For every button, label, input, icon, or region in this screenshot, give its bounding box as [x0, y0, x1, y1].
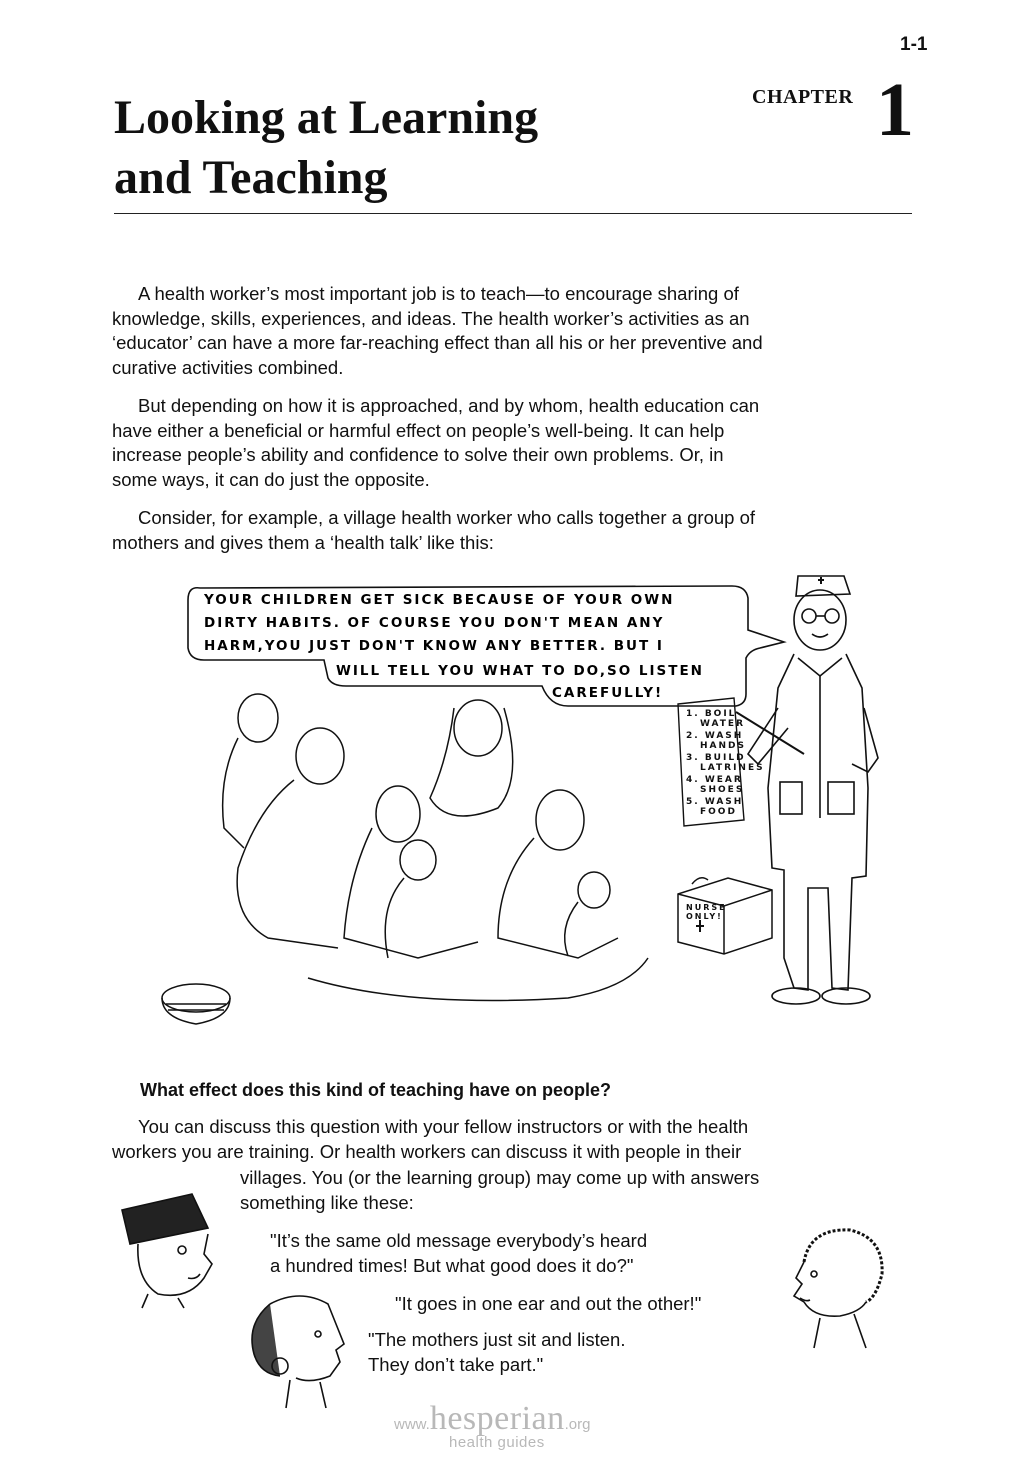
- health-talk-illustration: [148, 558, 888, 1030]
- health-rules-chart: [678, 698, 765, 826]
- man-curly-hair-drawing: [770, 1222, 892, 1352]
- chart-item-3: 2. WASH: [686, 731, 744, 741]
- speech-line-3: HARM,YOU JUST DON'T KNOW ANY BETTER. BUT I: [204, 638, 664, 654]
- page-number: 1-1: [900, 34, 928, 55]
- page-title: [114, 88, 734, 208]
- chapter-number: 1: [876, 68, 914, 152]
- question-line-2: workers you are training. Or health workers can discuss it with people in their: [112, 1141, 742, 1162]
- chart-item-4: HANDS: [700, 741, 746, 751]
- paragraph-1: [112, 282, 887, 380]
- chart-item-1: 1. BOIL: [686, 709, 737, 719]
- title-line-1: Looking at Learning: [114, 91, 539, 144]
- footer-watermark[interactable]: [394, 1400, 591, 1451]
- chart-item-10: FOOD: [700, 807, 737, 817]
- paragraph-2-line-3: increase people’s ability and confidence to solve their own problems. Or, in: [112, 444, 724, 465]
- paragraph-3-line-1: Consider, for example, a village health worker who calls together a group of: [138, 507, 756, 528]
- footer-www: www.: [394, 1416, 430, 1433]
- nurse-kit: [678, 878, 772, 954]
- paragraph-1-line-4: curative activities combined.: [112, 356, 344, 378]
- question-heading: What effect does this kind of teaching have on people?: [140, 1080, 612, 1100]
- speech-line-2: DIRTY HABITS. OF COURSE YOU DON'T MEAN ANY: [204, 615, 665, 631]
- man-with-cap-drawing: [108, 1180, 238, 1310]
- chart-item-5: 3. BUILD: [686, 753, 746, 763]
- footer-org: .org: [564, 1416, 591, 1433]
- footer-tagline: health guides: [449, 1434, 545, 1451]
- mothers-group: [162, 694, 648, 1024]
- kit-label-line-2: ONLY!: [686, 912, 723, 921]
- title-line-2: and Teaching: [114, 151, 388, 204]
- paragraph-2-line-1: But depending on how it is approached, and by whom, health education can: [138, 395, 760, 416]
- title-divider: [114, 213, 912, 214]
- kit-label-line-1: NURSE: [686, 903, 727, 912]
- chart-item-6: LATRINES: [700, 763, 765, 773]
- question-line-3: villages. You (or the learning group) may come up with answers: [240, 1167, 760, 1188]
- quote-1-line-2: a hundred times! But what good does it do?": [270, 1255, 634, 1276]
- speech-line-4: WILL TELL YOU WHAT TO DO,SO LISTEN: [336, 663, 704, 679]
- paragraph-1-line-3: ‘educator’ can have a more far-reaching effect than all his or her preventive and: [112, 332, 763, 353]
- quote-2: "It goes in one ear and out the other!": [395, 1293, 702, 1314]
- chapter-label: CHAPTER: [752, 86, 854, 108]
- chart-item-9: 5. WASH: [686, 797, 744, 807]
- paragraph-3: [112, 506, 887, 555]
- quote-1-line-1: "It’s the same old message everybody’s heard: [270, 1230, 648, 1251]
- quote-3-line-1: "The mothers just sit and listen.: [368, 1329, 626, 1350]
- paragraph-3-line-2: mothers and gives them a ‘health talk’ like this:: [112, 531, 494, 553]
- paragraph-2-line-2: have either a beneficial or harmful effect on people’s well-being. It can help: [112, 419, 725, 441]
- question-line-1: You can discuss this question with your fellow instructors or with the health: [138, 1116, 749, 1137]
- paragraph-1-line-1: A health worker’s most important job is to teach—to encourage sharing of: [138, 283, 739, 304]
- paragraph-1-line-2: knowledge, skills, experiences, and ideas. The health worker’s activities as an: [112, 307, 750, 329]
- chart-item-8: SHOES: [700, 785, 745, 795]
- paragraph-2: [112, 394, 887, 492]
- quote-3-line-2: They don’t take part.": [368, 1354, 544, 1375]
- paragraph-2-line-4: some ways, it can do just the opposite.: [112, 468, 430, 490]
- woman-profile-drawing: [240, 1284, 358, 1414]
- speech-line-5: CAREFULLY!: [552, 685, 664, 701]
- question-line-4: something like these:: [240, 1192, 414, 1213]
- chart-item-7: 4. WEAR: [686, 775, 743, 785]
- footer-brand: hesperian: [429, 1400, 565, 1437]
- chart-item-2: WATER: [700, 719, 746, 729]
- speech-line-1: YOUR CHILDREN GET SICK BECAUSE OF YOUR OWN: [204, 592, 675, 608]
